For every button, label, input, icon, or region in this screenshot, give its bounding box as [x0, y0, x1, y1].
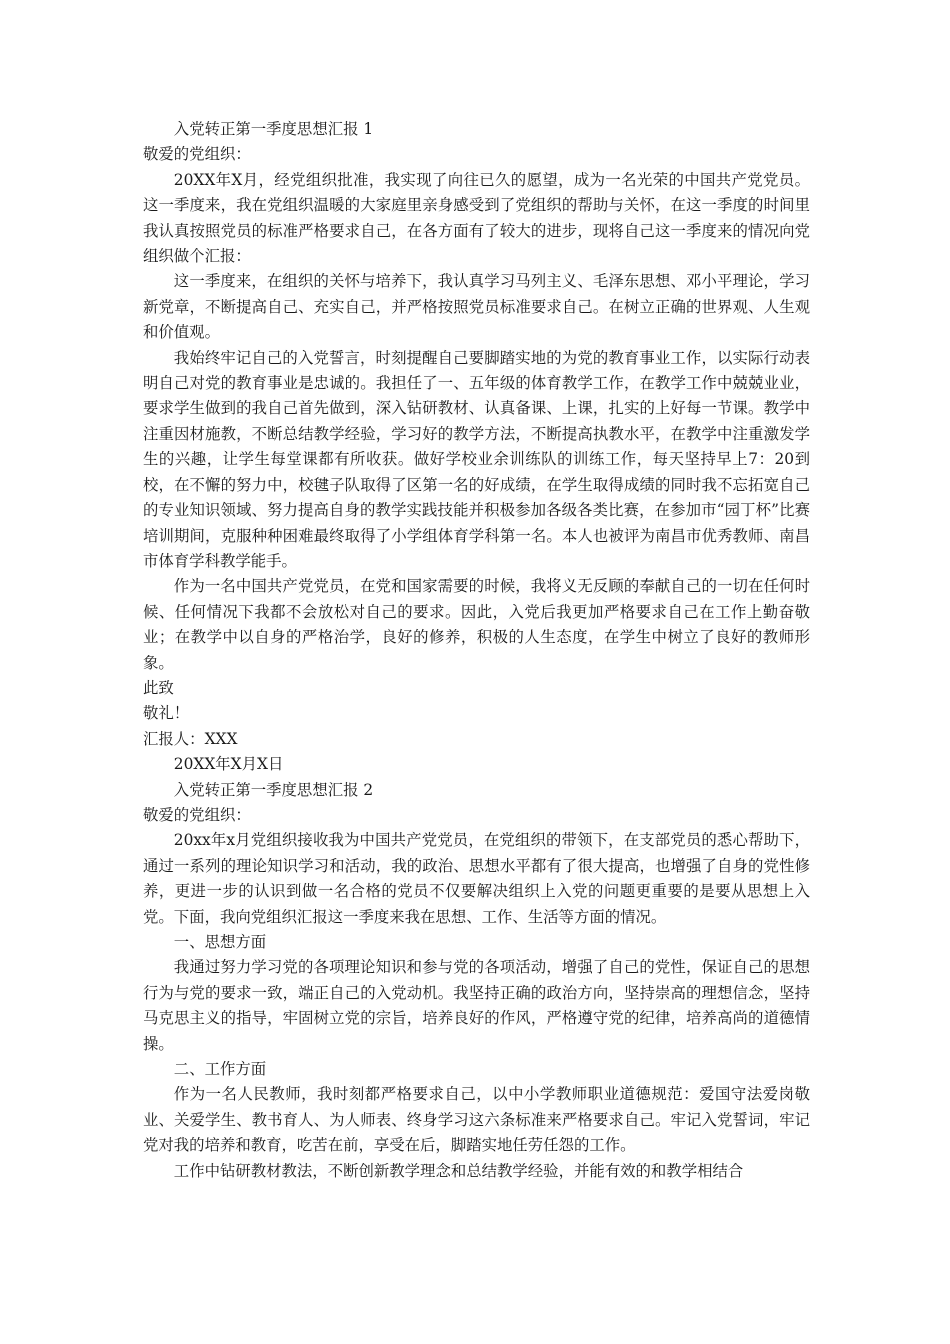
report-1-paragraph-3: 我始终牢记自己的入党誓言，时刻提醒自己要脚踏实地的为党的教育事业工作，以实际行动表明自己对党的教育事业是忠诚的。我担任了一、五年级的体育教学工作，在教学工作中兢兢业业，要求学生做到的我自己首先做到，深入钻研教材、认真备课、上课，扎实的上好每一节课。教学中注重因材施教，不断总结教学经验，学习好的教学方法，不断提高执教水平，在教学中注重激发学生的兴趣，让学生每堂课都有所收获。做好学校业余训练队的训练工作，每天坚持早上7：20到校，在不懈的努力中，校毽子队取得了区第一名的好成绩，在学生取得成绩的同时我不忘拓宽自己的专业知识领域、努力提高自身的教学实践技能并积极参加各级各类比赛，在参加市“园丁杯”比赛培训期间，克服种种困难最终取得了小学组体育学科第一名。本人也被评为南昌市优秀教师、南昌市体育学科教学能手。 [143, 348, 810, 570]
report-2-section-1-text: 我通过努力学习党的各项理论知识和参与党的各项活动，增强了自己的党性，保证自己的思想行为与党的要求一致，端正自己的入党动机。我坚持正确的政治方向，坚持崇高的理想信念，坚持马克思主义的指导，牢固树立党的宗旨，培养良好的作风，严格遵守党的纪律，培养高尚的道德情操。 [143, 958, 810, 1053]
report-2-section-2-text-2: 工作中钻研教材教法，不断创新教学理念和总结教学经验，并能有效的和教学相结合 [173, 1161, 744, 1180]
report-1-reporter: 汇报人：XXX [143, 729, 238, 748]
report-1-paragraph-2: 这一季度来，在组织的关怀与培养下，我认真学习马列主义、毛泽东思想、邓小平理论，学习新党章，不断提高自己、充实自己，并严格按照党员标准要求自己。在树立正确的世界观、人生观和价值观。 [143, 272, 810, 342]
report-1-title: 入党转正第一季度思想汇报 1 [173, 120, 374, 138]
report-2-intro: 20xx年x月党组织接收我为中国共产党党员，在党组织的带领下，在支部党员的悉心帮助下，通过一系列的理论知识学习和活动，我的政治、思想水平都有了很大提高，也增强了自身的党性修养，更进一步的认识到做一名合格的党员不仅要解决组织上入党的问题更重要的是要从思想上入党。下面，我向党组织汇报这一季度来我在思想、工作、生活等方面的情况。 [143, 831, 810, 926]
report-1-paragraph-4: 作为一名中国共产党党员，在党和国家需要的时候，我将义无反顾的奉献自己的一切在任何时候、任何情况下我都不会放松对自己的要求。因此，入党后我更加严格要求自己在工作上勤奋敬业；在教学中以自身的严格治学，良好的修养，积极的人生态度，在学生中树立了良好的教师形象。 [143, 577, 810, 672]
report-1-closing-2: 敬礼！ [143, 704, 190, 723]
report-2-salutation: 敬爱的党组织： [143, 805, 251, 824]
document-body [143, 117, 810, 1184]
report-2-section-2-text: 作为一名人民教师，我时刻都严格要求自己，以中小学教师职业道德规范：爱国守法爱岗敬业、关爱学生、教书育人、为人师表、终身学习这六条标准来严格要求自己。牢记入党誓词，牢记党对我的培养和教育，吃苦在前，享受在后，脚踏实地任劳任怨的工作。 [143, 1085, 810, 1155]
report-1-paragraph-1: 20XX年X月，经党组织批准，我实现了向往已久的愿望，成为一名光荣的中国共产党党员。这一季度来，我在党组织温暖的大家庭里亲身感受到了党组织的帮助与关怀，在这一季度的时间里我认真按照党员的标准严格要求自己，在各方面有了较大的进步，现将自己这一季度来的情况向党组织做个汇报： [143, 170, 810, 266]
report-2-section-2-heading: 二、工作方面 [173, 1060, 267, 1079]
report-2-title: 入党转正第一季度思想汇报 2 [173, 780, 374, 799]
report-2-section-1-heading: 一、思想方面 [173, 933, 267, 951]
report-1-date: 20XX年X月X日 [173, 755, 284, 774]
report-1-closing-1: 此致 [143, 678, 174, 697]
report-1-salutation: 敬爱的党组织： [143, 145, 251, 164]
